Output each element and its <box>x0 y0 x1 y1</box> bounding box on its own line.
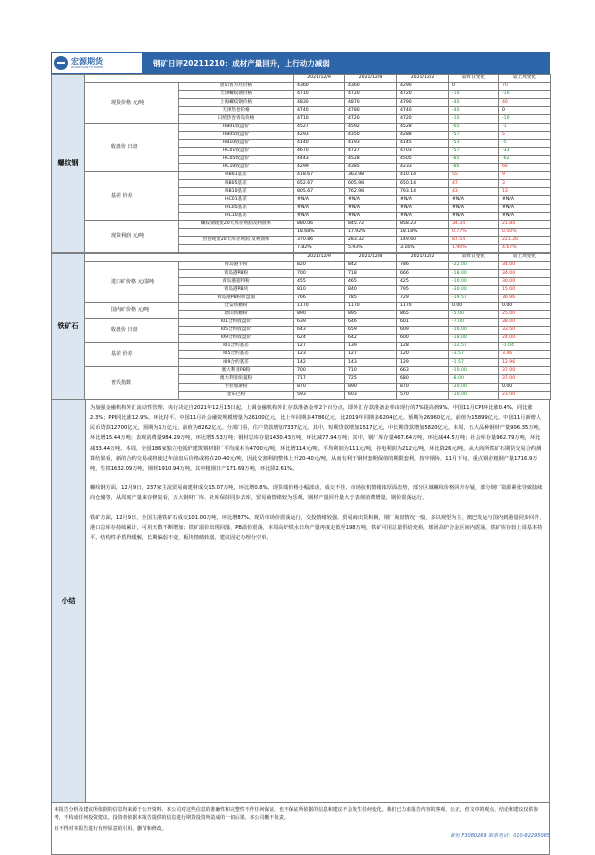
value-cell: 663 <box>397 367 449 375</box>
value-cell: 717 <box>294 375 345 383</box>
value-cell: 642 <box>345 335 397 343</box>
value-cell: 4670 <box>294 147 345 155</box>
value-cell: 600 <box>397 335 449 343</box>
value-cell: 4710 <box>294 115 345 123</box>
day-change-cell: -19.57 <box>449 294 499 302</box>
section-label: 铁矿石 <box>52 254 85 400</box>
value-cell: 710 <box>345 367 397 375</box>
header-blank <box>85 254 294 262</box>
day-change-cell: -5.00 <box>449 310 499 318</box>
row-item-label <box>179 228 294 236</box>
table-row <box>52 367 551 375</box>
week-change-cell: #N/A <box>499 204 551 212</box>
value-cell: 890 <box>294 310 345 318</box>
value-cell: #N/A <box>294 204 345 212</box>
week-change-cell: -33 <box>499 147 551 155</box>
column-header: 2021/12/2 <box>397 254 449 262</box>
row-item-label <box>179 244 294 252</box>
week-change-cell: 37.00 <box>499 375 551 383</box>
value-cell: 4740 <box>294 107 345 115</box>
value-cell: 4727 <box>345 147 397 155</box>
row-item-label: 上海螺纹钢价格 <box>179 99 294 107</box>
value-cell: 283.32 <box>345 236 397 244</box>
week-change-cell: 13 <box>499 188 551 196</box>
value-cell: 700 <box>294 270 345 278</box>
value-cell: 700 <box>294 367 345 375</box>
report-page <box>51 52 550 855</box>
value-cell: 455 <box>294 278 345 286</box>
table-header-row <box>52 75 551 83</box>
day-change-cell: -16.00 <box>449 326 499 334</box>
group-label: 基差 价差 <box>85 172 179 221</box>
week-change-cell: -62 <box>499 155 551 163</box>
week-change-cell: -10 <box>499 91 551 99</box>
row-item-label: HC10收盘价 <box>179 164 294 172</box>
logo-name: 宏源期货 <box>71 56 103 66</box>
value-cell: 418.67 <box>294 172 345 180</box>
value-cell: 4350 <box>345 131 397 139</box>
row-item-label: RB01收盘价 <box>179 123 294 131</box>
value-cell: 120 <box>397 351 449 359</box>
row-item-label: 唐山普方坯价格 <box>179 83 294 91</box>
day-change-cell: -18.00 <box>449 270 499 278</box>
value-cell: 4527 <box>294 123 345 131</box>
row-item-label: RB01基差 <box>179 172 294 180</box>
table-row <box>52 318 551 326</box>
value-cell: 4145 <box>397 139 449 147</box>
row-item-label: HC01基差 <box>179 196 294 204</box>
day-change-cell: -40 <box>449 107 499 115</box>
row-item-label: I01合约基差 <box>179 343 294 351</box>
week-change-cell: 15.00 <box>499 286 551 294</box>
section-label: 螺纹钢 <box>52 75 85 253</box>
group-label: 基差 价差 <box>85 343 179 367</box>
table-header-row <box>52 254 551 262</box>
week-change-cell: -10 <box>499 115 551 123</box>
week-change-cell: 0.00 <box>499 383 551 391</box>
week-change-cell: #N/A <box>499 196 551 204</box>
day-change-cell: -40 <box>449 99 499 107</box>
value-cell: 890 <box>345 383 397 391</box>
week-change-cell: #N/A <box>499 212 551 220</box>
value-cell: 870 <box>294 383 345 391</box>
value-cell: 601 <box>397 318 449 326</box>
row-item-label: 青岛港PB粉 <box>179 270 294 278</box>
day-change-cell: -7.00 <box>449 318 499 326</box>
value-cell: 4360 <box>345 83 397 91</box>
value-cell: 425 <box>397 278 449 286</box>
value-cell: 786 <box>397 262 449 270</box>
value-cell: 4703 <box>397 147 449 155</box>
value-cell: 18.18% <box>397 228 449 236</box>
day-change-cell: -3.57 <box>449 351 499 359</box>
column-header: 2021/12/8 <box>345 254 397 262</box>
value-cell: 570 <box>397 391 449 399</box>
value-cell: #N/A <box>345 196 397 204</box>
value-cell: #N/A <box>397 196 449 204</box>
day-change-cell: 87.54 <box>449 236 499 244</box>
value-cell: 880.06 <box>294 220 345 228</box>
value-cell: 605.98 <box>345 180 397 188</box>
logo-icon <box>54 56 68 70</box>
value-cell: 5.93% <box>345 244 397 252</box>
value-cell: 1170 <box>397 302 449 310</box>
week-change-cell: 34.00 <box>499 262 551 270</box>
day-change-cell: -57 <box>449 147 499 155</box>
week-change-cell: -1.04 <box>499 343 551 351</box>
value-cell: 4720 <box>345 115 397 123</box>
value-cell: 865 <box>397 310 449 318</box>
day-change-cell: -12.57 <box>449 343 499 351</box>
header-blank <box>85 75 294 83</box>
value-cell: 123 <box>294 351 345 359</box>
value-cell: 370.86 <box>294 236 345 244</box>
table-row <box>52 262 551 270</box>
value-cell: 766 <box>294 294 345 302</box>
value-cell: 4720 <box>397 91 449 99</box>
value-cell: 129 <box>397 359 449 367</box>
row-item-label: HC10基差 <box>179 212 294 220</box>
week-change-cell: 40 <box>499 99 551 107</box>
week-change-cell: -5 <box>499 139 551 147</box>
row-item-label: HC05收盘价 <box>179 155 294 163</box>
week-change-cell: 221.26 <box>499 236 551 244</box>
day-change-cell: -86 <box>449 164 499 172</box>
value-cell: 17.92% <box>345 228 397 236</box>
summary-paragraph-ore: 铁矿方面，12月9日，全国主港铁矿石成交101.00万吨，环比增87%。现货市场价震荡运行，交投情绪较强，贸易商出货积极，钢厂询盘情况一般，多以观望为主。澳巴发运与国内到港量同步回升，港口总库存持续累计，可用天数不断增加；铁矿溢价出现回落，PB溢价震荡，本周高炉铁水日均产量再度走低至198万吨，铁矿可用总量供给充裕，球团高炉合金区间内震荡，铁矿库存较上周基本持平，结构性矛盾得缓解，长期偏弱不变，板块情绪转弱，建议固定办理分空单。 <box>90 514 545 541</box>
row-item-label: 天津热卷价格 <box>179 107 294 115</box>
row-item-label: 青岛港超特粉 <box>179 278 294 286</box>
week-change-cell: 21.84 <box>499 220 551 228</box>
disclaimer-text: 本报告分析及建议所依据的信息均来源于公开资料，本公司对这些信息的准确性和完整性不作任何保证，也不保证所依据的信息和建议不会发生任何变化。我们已力求报告内容的客观、公正，但文中的观点、结论和建议仅供参考，不构成任何投资建议。投资者依据本报告提供的信息进行期货投资所造成的一切后果，本公司概不负责。 <box>54 806 539 821</box>
value-cell: 639 <box>294 318 345 326</box>
value-cell: #N/A <box>397 204 449 212</box>
value-cell: 4290 <box>397 83 449 91</box>
day-change-cell: 0 <box>449 83 499 91</box>
day-change-cell: -1.57 <box>449 359 499 367</box>
day-change-cell: -18.00 <box>449 335 499 343</box>
company-logo <box>52 53 143 73</box>
rebar-table <box>51 74 551 253</box>
day-change-cell: 43 <box>449 188 499 196</box>
day-change-cell: -22.00 <box>449 262 499 270</box>
value-cell: 4528 <box>397 123 449 131</box>
value-cell: 465 <box>345 278 397 286</box>
day-change-cell: -30.00 <box>449 286 499 294</box>
row-item-label: 青岛港PB粉折盘面 <box>179 294 294 302</box>
table-row <box>52 302 551 310</box>
row-item-label: 卡拉加斯粉 <box>179 383 294 391</box>
week-change-cell: 36.96 <box>499 294 551 302</box>
day-change-cell: #N/A <box>449 212 499 220</box>
week-change-cell: 30.00 <box>499 278 551 286</box>
value-cell: 870 <box>397 383 449 391</box>
value-cell: 7.82% <box>294 244 345 252</box>
day-change-cell: 34.34 <box>449 220 499 228</box>
value-cell: 820 <box>294 262 345 270</box>
row-item-label: I05合约收盘价 <box>179 326 294 334</box>
value-cell: 840 <box>345 286 397 294</box>
value-cell: 842 <box>345 262 397 270</box>
value-cell: 18.68% <box>294 228 345 236</box>
row-item-label: 天津螺纹钢价格 <box>179 91 294 99</box>
value-cell: 4299 <box>294 164 345 172</box>
value-cell: 4830 <box>294 99 345 107</box>
value-cell: 127 <box>345 351 397 359</box>
value-cell: 4385 <box>345 164 397 172</box>
analyst-footer: 黄恒 F3080269 联系电话：010-82295085 <box>449 833 550 839</box>
day-change-cell: -10.00 <box>449 278 499 286</box>
value-cell: 762.98 <box>345 188 397 196</box>
row-item-label: HC05基差 <box>179 204 294 212</box>
value-cell: 659 <box>345 326 397 334</box>
value-cell: 4360 <box>294 83 345 91</box>
day-change-cell: #N/A <box>449 204 499 212</box>
day-change-cell: -65 <box>449 123 499 131</box>
row-item-label: I09合约基差 <box>179 359 294 367</box>
day-change-cell: -53 <box>449 139 499 147</box>
group-label: 收盘价 日盘 <box>85 318 179 342</box>
row-item-label: RB10基差 <box>179 188 294 196</box>
week-change-cell: 38.00 <box>499 318 551 326</box>
value-cell: 603 <box>345 391 397 399</box>
week-change-cell: 0.50% <box>499 228 551 236</box>
value-cell: 1170 <box>294 302 345 310</box>
week-change-cell: 5 <box>499 131 551 139</box>
value-cell: 650.14 <box>397 180 449 188</box>
disclaimer-note: 且不得对本报告进行有悖原意的引用、删节和修改。 <box>54 825 167 832</box>
value-cell: 4505 <box>397 155 449 163</box>
value-cell: 609 <box>397 326 449 334</box>
value-cell: #N/A <box>345 204 397 212</box>
value-cell: 729 <box>397 294 449 302</box>
week-change-cell: 0 <box>499 107 551 115</box>
week-change-cell: 9 <box>499 172 551 180</box>
week-change-cell: 4.67% <box>499 244 551 252</box>
day-change-cell: 55 <box>449 172 499 180</box>
value-cell: 666 <box>397 270 449 278</box>
row-item-label: I09合约收盘价 <box>179 335 294 343</box>
row-item-label: RB05收盘价 <box>179 131 294 139</box>
table-row <box>52 220 551 228</box>
column-header: 2021/12/2 <box>397 75 449 83</box>
value-cell: 652.67 <box>294 180 345 188</box>
value-cell: 1170 <box>345 302 397 310</box>
week-change-cell: -1 <box>499 123 551 131</box>
value-cell: #N/A <box>294 196 345 204</box>
value-cell: 4720 <box>345 91 397 99</box>
day-change-cell: -8.00 <box>449 375 499 383</box>
value-cell: 895 <box>345 310 397 318</box>
value-cell: 4790 <box>397 99 449 107</box>
value-cell: 795 <box>397 286 449 294</box>
day-change-cell: -10 <box>449 115 499 123</box>
value-cell: 858.23 <box>397 220 449 228</box>
row-item-label: I05合约基差 <box>179 351 294 359</box>
group-label: 收盘价 日盘 <box>85 123 179 172</box>
value-cell: 143 <box>345 359 397 367</box>
value-cell: 793.14 <box>397 188 449 196</box>
column-header: 较上周变化 <box>499 75 551 83</box>
day-change-cell: -10.00 <box>449 367 499 375</box>
day-change-cell: -20.00 <box>449 383 499 391</box>
table-row <box>52 123 551 131</box>
row-item-label: 澳大利亚纽曼粉 <box>179 375 294 383</box>
value-cell: 4443 <box>294 155 345 163</box>
value-cell: 4870 <box>345 99 397 107</box>
week-change-cell: 25.00 <box>499 310 551 318</box>
value-cell: 3.16% <box>397 244 449 252</box>
day-change-cell: 0.77% <box>449 228 499 236</box>
value-cell: 624 <box>294 335 345 343</box>
value-cell: 4592 <box>345 123 397 131</box>
logo-english-name: HONGYUAN FUTURES <box>71 64 104 69</box>
column-header: 较上周变化 <box>499 254 551 262</box>
value-cell: 4140 <box>294 139 345 147</box>
value-cell: 4740 <box>397 107 449 115</box>
row-item-label: 金布巴粉 <box>179 391 294 399</box>
value-cell: 149.60 <box>397 236 449 244</box>
row-item-label: 澳大利亚PB粉 <box>179 367 294 375</box>
value-cell: 4233 <box>397 164 449 172</box>
week-change-cell: 23.00 <box>499 391 551 399</box>
value-cell: 680 <box>397 375 449 383</box>
value-cell: 363.98 <box>345 172 397 180</box>
day-change-cell: 1.90% <box>449 244 499 252</box>
week-change-cell: 3.46 <box>499 351 551 359</box>
value-cell: #N/A <box>294 212 345 220</box>
value-cell: 4710 <box>294 91 345 99</box>
group-label: 进口矿价格 元/湿吨 <box>85 262 179 302</box>
column-header: 较昨日变化 <box>449 254 499 262</box>
value-cell: 646 <box>345 318 397 326</box>
row-item-label: RB10收盘价 <box>179 139 294 147</box>
value-cell: 4780 <box>345 107 397 115</box>
row-item-label: 青岛港卡粉 <box>179 262 294 270</box>
group-label: 现货价格 元/吨 <box>85 83 179 123</box>
week-change-cell: 70 <box>499 83 551 91</box>
row-item-label: I01合约收盘价 <box>179 318 294 326</box>
summary-body <box>86 400 549 802</box>
row-item-label: 迁安铁精粉 <box>179 302 294 310</box>
value-cell: 718 <box>345 270 397 278</box>
column-header: 较昨日变化 <box>449 75 499 83</box>
row-item-label: RB05基差 <box>179 180 294 188</box>
value-cell: 128 <box>397 343 449 351</box>
value-cell: 410.14 <box>397 172 449 180</box>
day-change-cell: -85 <box>449 155 499 163</box>
table-row <box>52 343 551 351</box>
report-title: 钢矿日评20211210：成材产量回升，上行动力减弱 <box>143 53 549 73</box>
row-item-label: 唐山铁精粉 <box>179 310 294 318</box>
week-change-cell: 0.00 <box>499 302 551 310</box>
value-cell: 4720 <box>397 115 449 123</box>
week-change-cell: 33.50 <box>499 326 551 334</box>
summary-paragraph-macro: 为加强金融机构外汇流动性管理，央行决定自2021年12月15日起，上调金融机构外汇存款准备金率2个百分点，即外汇存款准备金率由现行的7%提高到9%。中国11月CPI环比涨0.4%，同比涨2.3%；PPI同比涨12.9%，环比持平。中国11月社会融资规模增量为26100亿元，比上年同期多4786亿元，比2019年同期多6204亿元。预期为26960亿元，前值为15899亿元。中国11月新增人民币贷款12700亿元，预期为1万亿元，前值为8262亿元。分部门看，住户贷款增加7337亿元，其中，短期贷款增加1517亿元，中长期贷款增加5820亿元。本周，五大品种钢材产量906.35万吨，环比增15.44万吨；表观消费量984.29万吨，环比增5.53万吨；钢材总库存量1430.43万吨，环比减77.94万吨；其中，钢厂库存量467.64万吨，环比减44.5万吨；社会库存量962.79万吨，环比减33.44万吨。本周，全国186家独立电弧炉建筑钢材钢厂平均成本为4700元/吨，环比增114元/吨。平均利润为111元/吨，谷电利润为212元/吨，环比降26元/吨。从大商所铁矿石期货交易合约测算结果看，新的合约交易或将使过年前盘后价格或将在20-40元/吨，因此交割利润整体上升20-40元/吨，从而有利于钢材套期保值的期限套利，按中钢协，11月下旬，重点钢企粗钢产量1716.9万吨，生铁1632.09万吨，钢材1910.94万吨。其中粗钢日产171.69万吨，环比降2.61%。 <box>90 404 544 472</box>
week-change-cell: 66 <box>499 164 551 172</box>
value-cell: 593 <box>294 391 345 399</box>
day-change-cell: -57 <box>449 131 499 139</box>
column-header: 2021/12/8 <box>345 75 397 83</box>
disclaimer <box>51 803 550 855</box>
value-cell: 643 <box>294 326 345 334</box>
value-cell: #N/A <box>345 212 397 220</box>
value-cell: 139 <box>345 343 397 351</box>
report-header <box>51 52 550 74</box>
row-item-label: HC01收盘价 <box>179 147 294 155</box>
day-change-cell: -10 <box>449 91 499 99</box>
group-label: 普氏指数 <box>85 367 179 399</box>
week-change-cell: 12.96 <box>499 359 551 367</box>
value-cell: 785 <box>345 294 397 302</box>
week-change-cell: 3 <box>499 180 551 188</box>
value-cell: 805.67 <box>294 188 345 196</box>
column-header: 2021/12/9 <box>294 75 345 83</box>
column-header: 2021/12/9 <box>294 254 345 262</box>
value-cell: #N/A <box>397 212 449 220</box>
week-change-cell: 34.00 <box>499 270 551 278</box>
day-change-cell: 47 <box>449 180 499 188</box>
iron-ore-table <box>51 253 551 400</box>
row-item-label: 日照热卷青岛价格 <box>179 115 294 123</box>
table-row <box>52 83 551 91</box>
row-item-label: 螺纹钢现货20天库存利润及利润率 <box>179 220 294 228</box>
value-cell: 4288 <box>397 131 449 139</box>
row-item-label: 热卷现货20天库存利润 及利润率 <box>179 236 294 244</box>
value-cell: 725 <box>345 375 397 383</box>
day-change-cell: #N/A <box>449 196 499 204</box>
value-cell: 4528 <box>345 155 397 163</box>
row-item-label: 青岛港PB块 <box>179 286 294 294</box>
value-cell: 4293 <box>294 131 345 139</box>
week-change-cell: 37.00 <box>499 367 551 375</box>
value-cell: 845.72 <box>345 220 397 228</box>
table-row <box>52 172 551 180</box>
value-cell: 810 <box>294 286 345 294</box>
value-cell: 142 <box>294 359 345 367</box>
summary-paragraph-rebar: 螺纹钢方面，12月9日，237家主流贸易商建材成交15.07万吨，环比增0.8%。现货端价格小幅波动，成交不佳。市场抗机情绪浓厚面态势，部分区域螺纹价格回升存疑，部分钢厂资源紧张导致陆续向仓储等，从周度产量来存修复看，五大钢材厂库、社库保持同步去库，贸易商情绪较为乐观，钢材产量回升量大于表观消费增量，钢价震荡运行。 <box>90 485 543 502</box>
value-cell: 4193 <box>345 139 397 147</box>
summary-section <box>51 400 550 803</box>
summary-label: 小结 <box>52 400 86 802</box>
value-cell: 127 <box>294 343 345 351</box>
day-change-cell: -10.00 <box>449 391 499 399</box>
group-label: 现货利润 元/吨 <box>85 220 179 252</box>
week-change-cell: 24.00 <box>499 335 551 343</box>
group-label: 国内矿价格 元/吨 <box>85 302 179 318</box>
day-change-cell: 0.00 <box>449 302 499 310</box>
